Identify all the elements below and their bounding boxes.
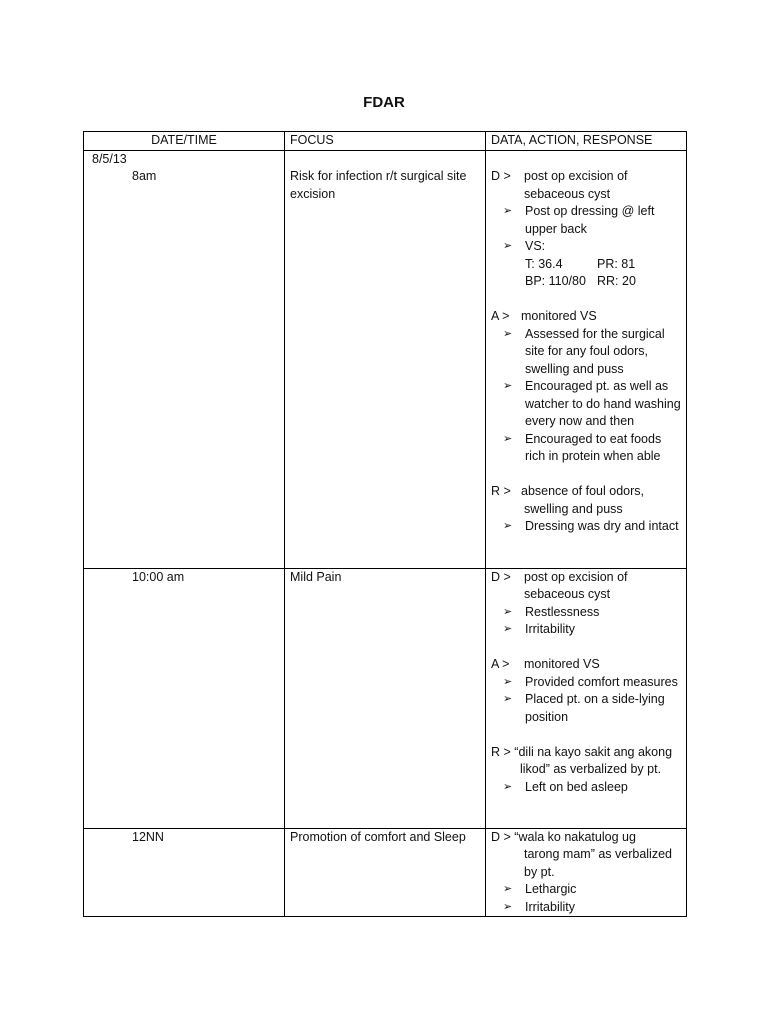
entry-time: 10:00 am bbox=[132, 569, 185, 584]
list-item: ➢ VS: bbox=[491, 238, 681, 256]
list-item: ➢ Assessed for the surgical site for any foul odors, swelling and puss bbox=[503, 326, 665, 376]
dar-cell bbox=[486, 568, 687, 828]
list-item: ➢ Provided comfort measures bbox=[491, 674, 681, 692]
table-header-row bbox=[84, 132, 687, 151]
action-label: A > bbox=[491, 309, 510, 323]
data-text-continued: sebaceous cyst bbox=[524, 587, 611, 601]
focus-cell bbox=[285, 568, 486, 828]
date-time-cell bbox=[84, 828, 285, 917]
focus-text: Risk for infection r/t surgical site excision bbox=[290, 169, 467, 201]
response-text: “dili na kayo sakit ang akong bbox=[514, 744, 673, 759]
bullet-arrow-icon: ➢ bbox=[503, 623, 513, 635]
action-section bbox=[491, 308, 681, 326]
column-header-focus: FOCUS bbox=[285, 132, 486, 151]
bullet-arrow-icon: ➢ bbox=[503, 432, 513, 445]
list-item: ➢ Restlessness bbox=[491, 604, 681, 622]
data-section bbox=[491, 569, 681, 587]
list-item: ➢ Encouraged to eat foods rich in protein when able bbox=[503, 431, 662, 463]
response-section bbox=[491, 483, 681, 501]
bullet-arrow-icon: ➢ bbox=[503, 605, 513, 618]
bullet-arrow-icon: ➢ bbox=[503, 205, 513, 217]
page-title: FDAR bbox=[363, 94, 405, 111]
fdar-table bbox=[83, 131, 687, 917]
bullet-arrow-icon: ➢ bbox=[503, 520, 513, 532]
bullet-arrow-icon: ➢ bbox=[503, 327, 513, 340]
bullet-arrow-icon: ➢ bbox=[503, 380, 513, 392]
response-text: absence of foul odors, bbox=[521, 484, 644, 498]
data-text-continued: tarong mam” as verbalized by pt. bbox=[524, 847, 672, 879]
data-text: post op excision of bbox=[524, 569, 628, 584]
bullet-arrow-icon: ➢ bbox=[503, 675, 513, 688]
list-item: ➢ Irritability bbox=[491, 899, 681, 917]
data-text: post op excision of bbox=[524, 169, 628, 183]
action-text: monitored VS bbox=[521, 309, 597, 323]
data-section bbox=[491, 168, 681, 186]
data-label: D > bbox=[491, 569, 511, 584]
list-item: ➢ Dressing was dry and intact bbox=[491, 518, 681, 536]
response-label: R > bbox=[491, 484, 511, 498]
column-header-data-action-response: DATA, ACTION, RESPONSE bbox=[486, 132, 687, 151]
data-text-continued: sebaceous cyst bbox=[524, 186, 611, 201]
focus-text: Mild Pain bbox=[290, 569, 342, 584]
table-row bbox=[84, 828, 687, 917]
focus-cell bbox=[285, 150, 486, 568]
response-label: R > bbox=[491, 744, 511, 759]
list-item: ➢ Lethargic bbox=[491, 881, 681, 899]
response-text-continued: likod” as verbalized by pt. bbox=[520, 762, 662, 776]
list-item: ➢ Placed pt. on a side-lying position bbox=[503, 692, 665, 724]
response-text-continued: swelling and puss bbox=[524, 501, 623, 516]
focus-cell bbox=[285, 828, 486, 917]
response-section bbox=[491, 744, 681, 762]
entry-time: 12NN bbox=[132, 829, 164, 844]
date-time-cell bbox=[84, 150, 285, 568]
column-header-date-time: DATE/TIME bbox=[84, 132, 285, 151]
bullet-arrow-icon: ➢ bbox=[503, 900, 513, 913]
entry-date: 8/5/13 bbox=[92, 151, 127, 166]
bullet-arrow-icon: ➢ bbox=[503, 693, 513, 705]
list-item: ➢ Irritability bbox=[491, 621, 681, 639]
vital-signs-line-2: BP: 110/80 RR: 20 bbox=[525, 274, 636, 288]
list-item: ➢ Left on bed asleep bbox=[491, 779, 681, 797]
bullet-arrow-icon: ➢ bbox=[503, 883, 513, 895]
date-time-cell bbox=[84, 568, 285, 828]
focus-text: Promotion of comfort and Sleep bbox=[290, 829, 466, 844]
entry-time: 8am bbox=[132, 169, 157, 183]
vital-signs-line-1: T: 36.4 PR: 81 bbox=[525, 256, 636, 271]
table-row bbox=[84, 150, 687, 568]
bullet-arrow-icon: ➢ bbox=[503, 240, 513, 252]
table-row bbox=[84, 568, 687, 828]
action-text: monitored VS bbox=[524, 657, 600, 671]
action-section bbox=[491, 656, 681, 674]
action-label: A > bbox=[491, 657, 510, 671]
list-item: ➢ Encouraged pt. as well as watcher to do hand washing every now and then bbox=[503, 379, 681, 428]
data-text: “wala ko nakatulog ug bbox=[514, 829, 636, 844]
data-label: D > bbox=[491, 169, 511, 183]
list-item: ➢ Post op dressing @ left upper back bbox=[503, 204, 655, 236]
data-label: D > bbox=[491, 829, 511, 844]
dar-cell bbox=[486, 828, 687, 917]
dar-cell bbox=[486, 150, 687, 568]
data-section bbox=[491, 829, 681, 847]
bullet-arrow-icon: ➢ bbox=[503, 780, 513, 793]
